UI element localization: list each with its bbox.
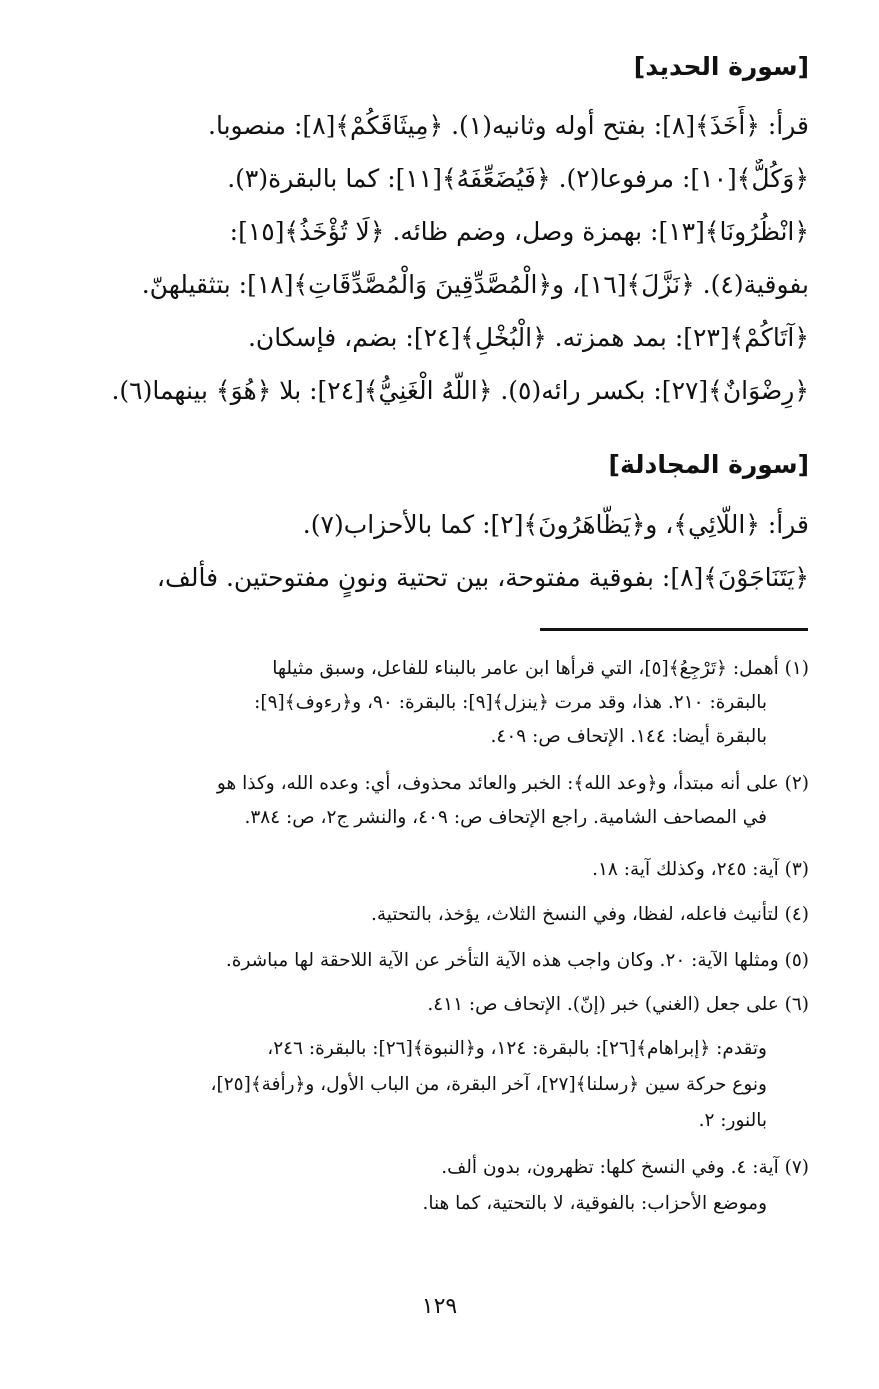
- main-text-line: بفوقية(٤). ﴿نَزَّلَ﴾[١٦]، و﴿الْمُصَّدِّقِينَ وَالْمُصَّدِّقَاتِ﴾[١٨]: بتثقيلهنّ.: [141, 270, 809, 299]
- footnote-line: (٥) ومثلها الآية: ٢٠. وكان واجب هذه الآية التأخر عن الآية اللاحقة لها مباشرة.: [225, 950, 809, 971]
- footnote-separator: [540, 628, 808, 631]
- page-number: ١٢٩: [421, 1294, 458, 1319]
- footnote-line: (٢) على أنه مبتدأ، و﴿وعد الله﴾: الخبر والعائد محذوف، أي: وعده الله، وكذا هو: [216, 773, 809, 794]
- footnote-line: (١) أهمل: ﴿تَرْجِعُ﴾[٥]، التي قرأها ابن عامر بالبناء للفاعل، وسبق مثيلها: [272, 658, 809, 679]
- footnote-line: (٤) لتأنيث فاعله، لفظا، وفي النسخ الثلاث، يؤخذ، بالتحتية.: [370, 904, 809, 925]
- footnote-line: (٣) آية: ٢٤٥، وكذلك آية: ١٨.: [592, 859, 809, 880]
- footnote-line: وتقدم: ﴿إبراهام﴾[٢٦]: بالبقرة: ١٢٤، و﴿النبوة﴾[٢٦]: بالبقرة: ٢٤٦،: [267, 1038, 767, 1059]
- main-text-line: ﴿يَتَنَاجَوْنَ﴾[٨]: بفوقية مفتوحة، بين تحتية ونونٍ مفتوحتين. فألف،: [156, 563, 809, 592]
- footnote-line: وموضع الأحزاب: بالفوقية، لا بالتحتية، كما هنا.: [422, 1193, 767, 1214]
- footnote-line: (٦) على جعل (الغني) خبر (إنّ). الإتحاف ص: ٤١١.: [427, 994, 809, 1015]
- main-text-line: ﴿انْظُرُونَا﴾[١٣]: بهمزة وصل، وضم ظائه. ﴿لَا تُؤْخَذُ﴾[١٥]:: [229, 217, 809, 246]
- footnote-line: ونوع حركة سين ﴿رسلنا﴾[٢٧]، آخر البقرة، من الباب الأول، و﴿رأفة﴾[٢٥]،: [210, 1074, 767, 1095]
- surah-heading-hadid: [سورة الحديد]: [633, 52, 809, 81]
- main-text-line: ﴿رِضْوَانٌ﴾[٢٧]: بكسر رائه(٥). ﴿اللَّهُ الْغَنِيُّ﴾[٢٤]: بلا ﴿هُوَ﴾ بينهما(٦).: [111, 376, 809, 405]
- main-text-line: قرأ: ﴿اللَّائِي﴾، و﴿يَظَّاهَرُونَ﴾[٢]: كما بالأحزاب(٧).: [302, 510, 809, 539]
- main-text-line: ﴿آتَاكُمْ﴾[٢٣]: بمد همزته. ﴿الْبُخْلِ﴾[٢٤]: بضم، فإسكان.: [247, 323, 809, 352]
- main-text-line: ﴿وَكُلٌّ﴾[١٠]: مرفوعا(٢). ﴿فَيُضَعِّفَهُ﴾[١١]: كما بالبقرة(٣).: [227, 164, 809, 193]
- footnote-line: بالبقرة أيضا: ١٤٤. الإتحاف ص: ٤٠٩.: [490, 726, 767, 747]
- footnote-line: بالنور: ٢.: [698, 1110, 767, 1131]
- surah-heading-mujadila: [سورة المجادلة]: [608, 450, 809, 479]
- footnote-line: في المصاحف الشامية. راجع الإتحاف ص: ٤٠٩، والنشر ج٢، ص: ٣٨٤.: [244, 807, 767, 828]
- main-text-line: قرأ: ﴿أَخَذَ﴾[٨]: بفتح أوله وثانيه(١). ﴿مِيثَاقَكُمْ﴾[٨]: منصوبا.: [208, 111, 809, 140]
- footnote-line: بالبقرة: ٢١٠. هذا، وقد مرت ﴿ينزل﴾[٩]: بالبقرة: ٩٠، و﴿رءوف﴾[٩]:: [254, 692, 767, 713]
- footnote-line: (٧) آية: ٤. وفي النسخ كلها: تظهرون، بدون ألف.: [441, 1157, 809, 1178]
